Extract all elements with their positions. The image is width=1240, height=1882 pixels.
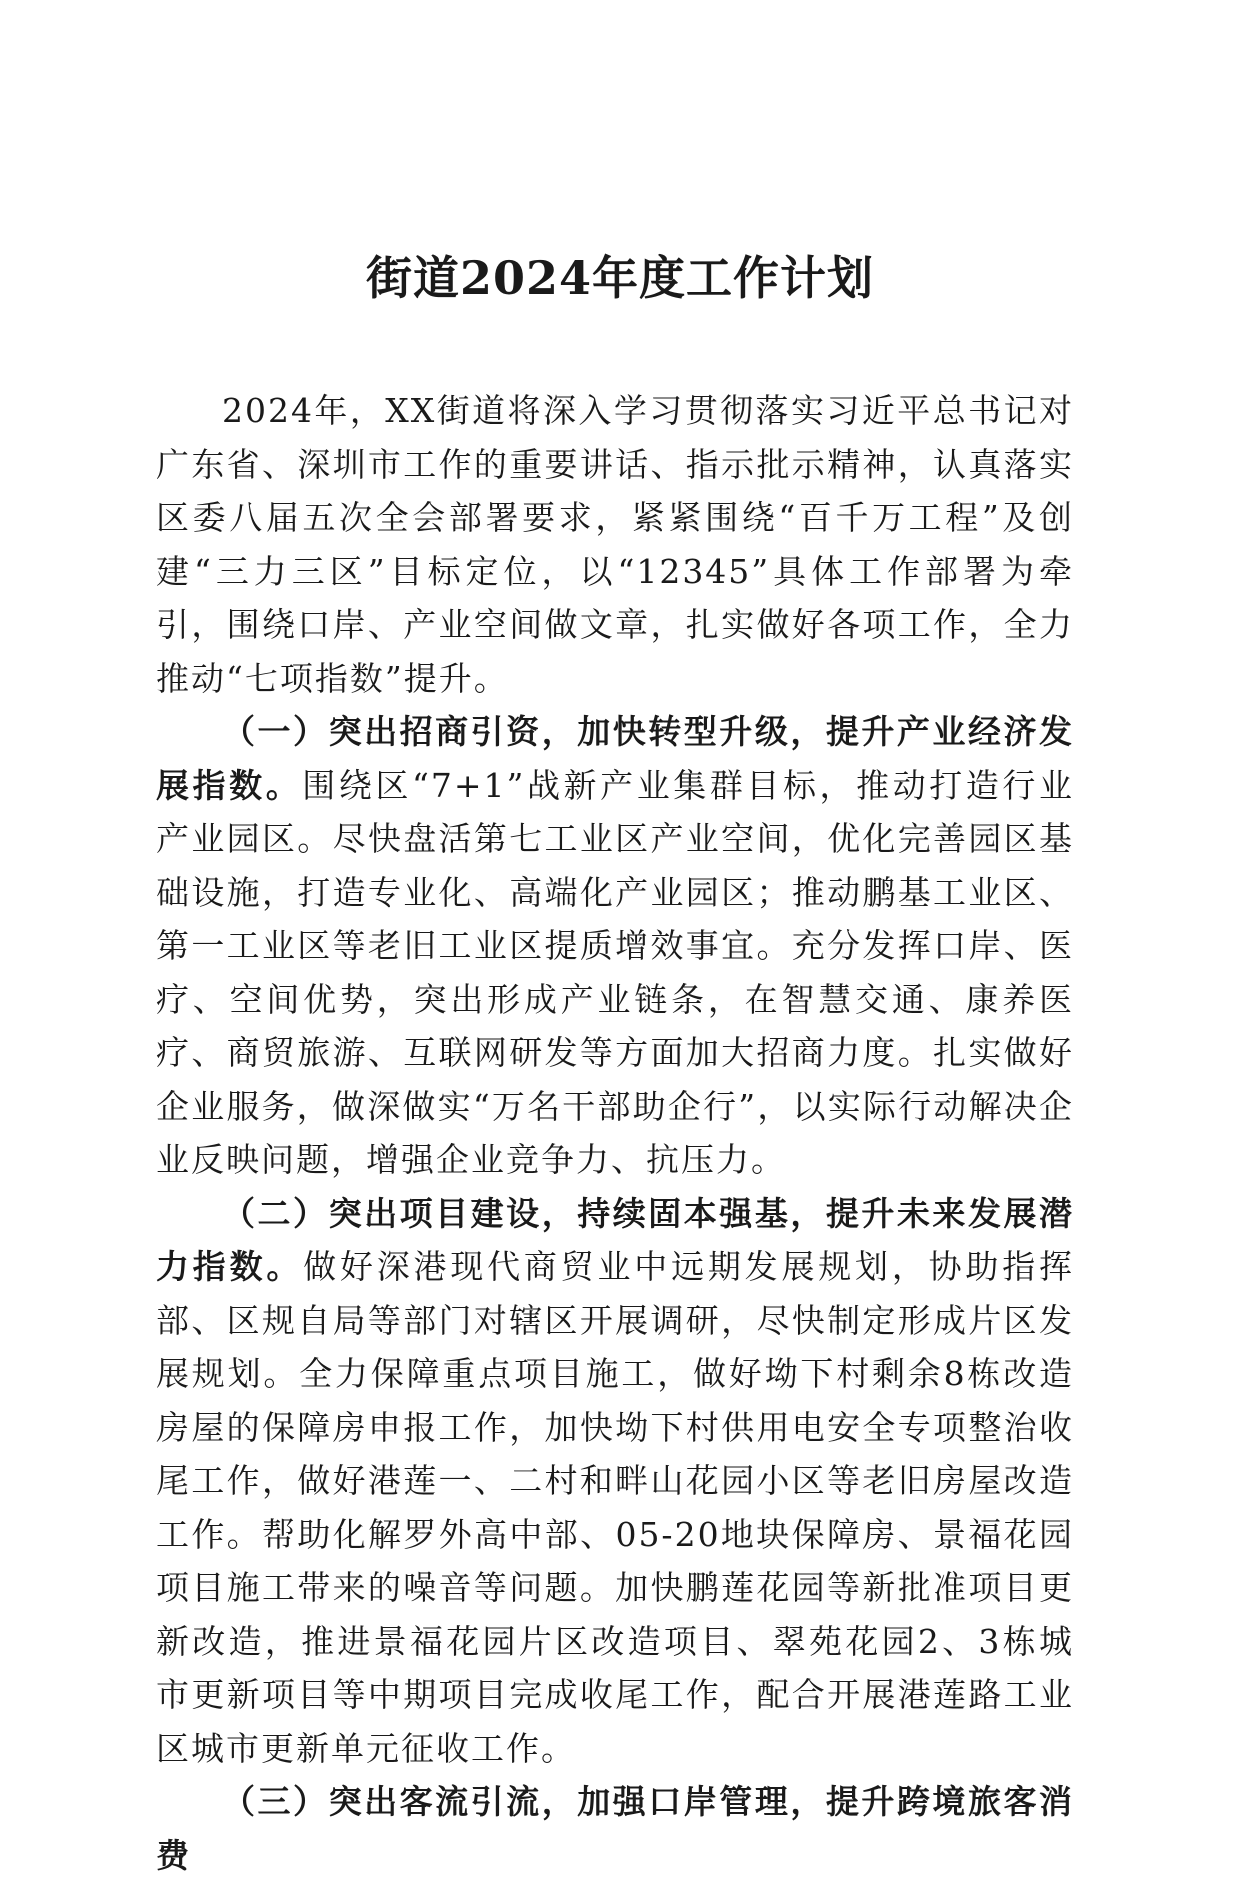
section-3-paragraph (156, 1775, 1074, 1882)
document-title: 街道2024年度工作计划 (365, 251, 875, 305)
document-body (156, 384, 1074, 1882)
section-2-text: 做好深港现代商贸业中远期发展规划，协助指挥部、区规自局等部门对辖区开展调研，尽快制定形成片区发展规划。全力保障重点项目施工，做好坳下村剩余8栋改造房屋的保障房申报工作，加快坳下村供用电安全专项整治收尾工作，做好港莲一、二村和畔山花园小区等老旧房屋改造工作。帮助化解罗外高中部、05-20地块保障房、景福花园项目施工带来的噪音等问题。加快鹏莲花园等新批准项目更新改造，推进景福花园片区改造项目、翠苑花园2、3栋城市更新项目等中期项目完成收尾工作，配合开展港莲路工业区城市更新单元征收工作。 (156, 1247, 1075, 1768)
section-2-paragraph (156, 1187, 1074, 1776)
section-1-heading: （一）突出招商引资，加快转型升级，提升产业经济发展指数。 (156, 712, 1074, 805)
paragraph-text: 2024年，XX街道将深入学习贯彻落实习近平总书记对广东省、深圳市工作的重要讲话、指示批示精神，认真落实区委八届五次全会部署要求，紧紧围绕“百千万工程”及创建“三力三区”目标定位，以“12345”具体工作部署为牵引，围绕口岸、产业空间做文章，扎实做好各项工作，全力推动“七项指数”提升。 (156, 391, 1074, 698)
section-1-text: 围绕区“7+1”战新产业集群目标，推动打造行业产业园区。尽快盘活第七工业区产业空间，优化完善园区基础设施，打造专业化、高端化产业园区；推动鹏基工业区、第一工业区等老旧工业区提质增效事宜。充分发挥口岸、医疗、空间优势，突出形成产业链条，在智慧交通、康养医疗、商贸旅游、互联网研发等方面加大招商力度。扎实做好企业服务，做深做实“万名干部助企行”，以实际行动解决企业反映问题，增强企业竞争力、抗压力。 (156, 765, 1074, 1179)
section-3-heading: （三）突出客流引流，加强口岸管理，提升跨境旅客消费 (156, 1782, 1074, 1875)
section-1-paragraph (156, 705, 1074, 1187)
section-2-heading: （二）突出项目建设，持续固本强基，提升未来发展潜力指数。 (156, 1193, 1074, 1286)
intro-paragraph (156, 384, 1074, 705)
